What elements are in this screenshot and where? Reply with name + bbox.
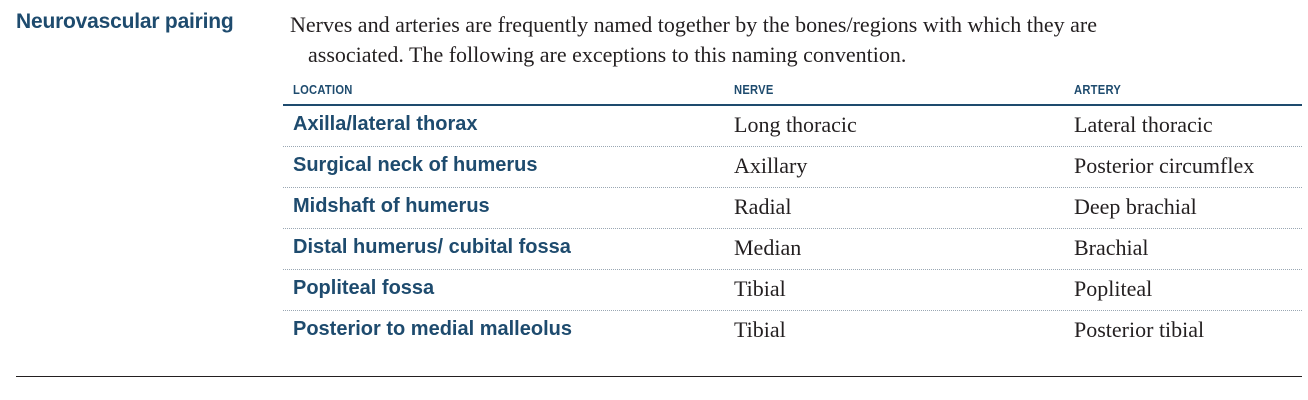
bottom-divider	[16, 376, 1302, 377]
nerve-cell: Tibial	[734, 317, 786, 342]
section-heading: Neurovascular pairing	[16, 10, 234, 33]
column-header-location: LOCATION	[293, 82, 353, 97]
intro-line-1: Nerves and arteries are frequently named together by the bones/regions with which they are	[290, 12, 1097, 37]
location-cell: Posterior to medial malleolus	[293, 318, 572, 340]
artery-cell: Brachial	[1074, 235, 1149, 260]
column-header-nerve: NERVE	[734, 82, 774, 97]
nerve-cell: Axillary	[734, 153, 808, 178]
artery-cell: Deep brachial	[1074, 194, 1197, 219]
location-cell: Surgical neck of humerus	[293, 154, 538, 176]
artery-cell: Posterior tibial	[1074, 317, 1205, 342]
table-row	[283, 270, 1302, 311]
table-row	[283, 106, 1302, 147]
artery-cell: Lateral thoracic	[1074, 112, 1213, 137]
intro-line-2: associated. The following are exceptions to this naming convention.	[308, 42, 907, 67]
location-cell: Midshaft of humerus	[293, 195, 490, 217]
column-header-artery: ARTERY	[1074, 82, 1122, 97]
nerve-cell: Tibial	[734, 276, 786, 301]
intro-paragraph	[290, 10, 1290, 70]
nerve-cell: Long thoracic	[734, 112, 857, 137]
table-row	[283, 188, 1302, 229]
table-row	[283, 229, 1302, 270]
artery-cell: Popliteal	[1074, 276, 1153, 301]
location-cell: Distal humerus/ cubital fossa	[293, 236, 571, 258]
location-cell: Axilla/lateral thorax	[293, 113, 478, 135]
table-row	[283, 311, 1302, 351]
table-row	[283, 147, 1302, 188]
nerve-cell: Radial	[734, 194, 792, 219]
artery-cell: Posterior circumflex	[1074, 153, 1255, 178]
table-header-row	[283, 76, 1302, 106]
neurovascular-table	[283, 76, 1302, 351]
location-cell: Popliteal fossa	[293, 277, 435, 299]
nerve-cell: Median	[734, 235, 802, 260]
